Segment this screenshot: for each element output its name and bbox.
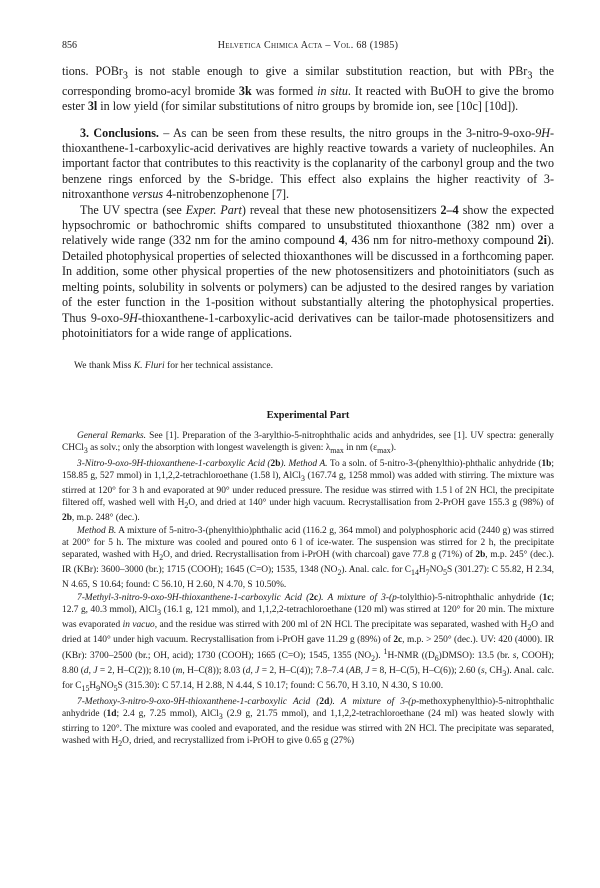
journal-page — [62, 40, 554, 751]
compound-2c: 7-Methyl-3-nitro-9-oxo-9H-thioxanthene-1-carboxylic Acid (2c). A mixture of 3-(p-tolylthio)-5-nitrophthalic anhydride (1c; 12.7 g, 40.3 mmol), AlCl$_3$ (16.1 g, 121 mmol), and 1,1,2,2-tetrachloroethane (120 ml) was stirred at 120° for 20 min. The mixture was evaporated in vacuo, and the residue was stirred with 200 ml of 2N HCl. The precipitate was separated, washed with $H_2O$ and dried at 140° under high vacuum. Recrystallisation from i-PrOH gave 11.29 g (89%) of 2c, m.p. > 250° (dec.). UV: 420 (4000). IR (KBr): 3700–2500 (br.; OH, acid); 1730 (COOH); 1665 (C=O); 1545, 1355 $(NO_2)$. $^1$H-NMR $((D_6)DMSO)$: 13.5 (br. s, COOH); 8.80 (d, J = 2, H–C(2)); 8.10 (m, H–C(8)); 8.03 (d, J = 2, H–C(4)); 7.8–7.4 (AB, J = 8, H–C(5), H–C(6)); 2.60 (s, $CH_3$). Anal. calc. for $C_{15}H_9NO_5S$ (315.30): C 57.14, H 2.88, N 4.44, S 10.17; found: C 56.70, H 3.10, N 4.30, S 10.00. — [62, 593, 555, 694]
paragraph-conclusions: 3. Conclusions. – As can be seen from these results, the nitro groups in the 3-nitro-9-oxo-9H-thioxanthene-1-carboxylic-acid derivatives are highly reactive towards a variety of nucleophiles. An important factor that contributes to this reactivity is the coplanarity of the carbonyl group and the two benzene rings enforced by the S-bridge. This effect also explains the higher reactivity of 3-nitroxanthone versus 4-nitrobenzophenone [7]. — [62, 125, 554, 202]
acknowledgement: We thank Miss K. Fluri for her technical assistance. — [74, 360, 274, 372]
compound-2d: 7-Methoxy-3-nitro-9-oxo-9H-thioxanthene-1-carboxylic Acid (2d). A mixture of 3-(p-methoxyphenylthio)-5-nitrophthalic anhydride (1d; 2.4 g, 7.25 mmol), AlCl$_3$ (2.9 g, 21.75 mmol), and 1,1,2,2-tetrachloroethane (24 ml) was heated slowly with stirring to 120°. The mixture was cooled and evaporated, and the residue was stirred with 2N HCl. The precipitate was separated, washed with $H_2O$, dried, and recrystallized from i-PrOH to give 0.65 g (27%) — [62, 697, 555, 748]
page-number: 856 — [62, 40, 77, 51]
journal-title: Helvetica Chimica Acta – Vol. 68 (1985) — [217, 40, 399, 51]
compound-2b-method-a: 3-Nitro-9-oxo-9H-thioxanthene-1-carboxylic Acid (2b). Method A. To a soln. of 5-nitro-3-(phenylthio)-phthalic anhydride (1b; 158.85 g, 527 mmol) in 1,1,2,2-tetrachloroethane (1.58 l), AlCl$_3$ (167.74 g, 1258 mmol) was added with stirring. The mixture was stirred at 120° for 3 h and evaporated at 90° under reduced pressure. The residue was stirred with 1.5 l of 2N HCl, the precipitate filtered off, washed well with $H_2O$, and dried at 140° under high vacuum. Recrystallisation from 2-PrOH gave 155.3 g (98%) of 2b, m.p. 248° (dec.). — [62, 459, 555, 524]
general-remarks: General Remarks. See [1]. Preparation of the 3-arylthio-5-nitrophthalic acids and anhydrides, see [1]. UV spectra: generally CHCl$_3$ as solv.; only the absorption with longest wavelength is given: $\lambda_{max}$ in nm $(\varepsilon_{max})$. — [62, 431, 554, 456]
paragraph-uv-spectra: The UV spectra (see Exper. Part) reveal that these new photosensitizers 2–4 show the expected hypsochromic or bathochromic shifts compared to unsubstituted thioxanthone (382 nm) over a relatively wide range (332 nm for the amino compound 4, 436 nm for nitro-methoxy compound 2i). Detailed photophysical properties of selected thioxanthones will be discussed in a forthcoming paper. In addition, some other physical properties of the new photosensitizers and photoinitiators (such as melting points, solubility in solvents or polymers) can be adjusted to the desired ranges by variation of the ester function in the 1-position without substantially altering the photophysical properties. Thus 9-oxo-9H-thioxanthene-1-carboxylic-acid derivatives can be tailor-made photosensitizers and photoinitiators for a wide range of applications. — [62, 202, 554, 340]
section-heading-conclusions: 3. Conclusions. — [80, 125, 159, 140]
compound-2b-method-b: Method B. A mixture of 5-nitro-3-(phenylthio)phthalic acid (116.2 g, 364 mmol) and polyphosphoric acid (2440 g) was stirred at 200° for 5 h. The mixture was cooled and poured onto 6 l of ice-water. The suspension was stirred for 2 h, the precipitate separated, washed with $H_2O$, and dried. Recrystallisation from i-PrOH (with charcoal) gave 77.8 g (71%) of 2b, m.p. 245° (dec.). IR (KBr): 3600–3000 (br.); 1715 (COOH); 1645 (C=O); 1535, 1348 $(NO_2)$. Anal. calc. for $C_{14}H_7NO_5S$ (301.27): C 55.82, H 2.34, N 4.65, S 10.64; found: C 56.10, H 2.60, N 4.70, S 10.50%. — [62, 526, 555, 591]
paragraph-bromo-ester: tions. POBr$_3$ is not stable enough to give a similar substitution reaction, but with PBr$_3$ the corresponding bromo-acyl bromide 3k was formed in situ. It reacted with BuOH to give the bromo ester 3l in low yield (for similar substitutions of nitro groups by bromide ion, see [10c] [10d]). — [62, 64, 554, 114]
experimental-part-heading: Experimental Part — [266, 410, 350, 422]
running-header — [62, 40, 554, 56]
